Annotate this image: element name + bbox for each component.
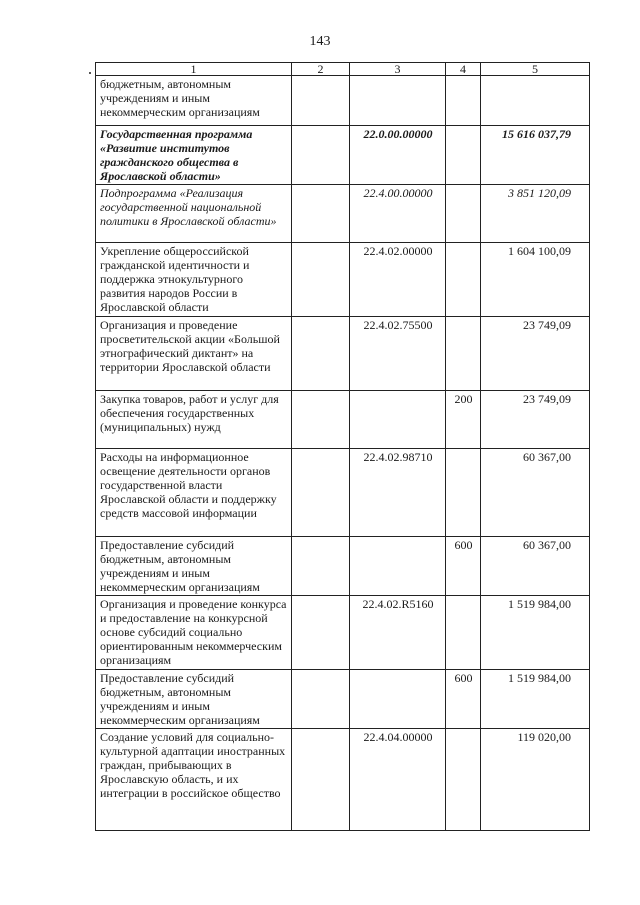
row-name: Предоставление субсидий бюджетным, автономным учреждениям и иным некоммерческим организациям: [96, 537, 292, 596]
row-code: 22.4.00.00000: [350, 185, 446, 243]
row-col2: [292, 729, 350, 831]
row-name: бюджетным, автономным учреждениям и иным некоммерческим организациям: [96, 76, 292, 126]
row-code: 22.4.02.00000: [350, 243, 446, 317]
row-amount: 3 851 120,09: [481, 185, 590, 243]
row-name: Закупка товаров, работ и услуг для обеспечения государственных (муниципальных) нужд: [96, 391, 292, 449]
row-type: [446, 317, 481, 391]
row-name: Организация и проведение просветительской акции «Большой этнографический диктант» на территории Ярославской области: [96, 317, 292, 391]
row-amount: 15 616 037,79: [481, 126, 590, 185]
row-col2: [292, 76, 350, 126]
table-row: [96, 537, 590, 596]
column-header-1: 1: [96, 63, 292, 76]
row-col2: [292, 449, 350, 537]
row-amount: 23 749,09: [481, 317, 590, 391]
row-name: Создание условий для социально-культурной адаптации иностранных граждан, прибывающих в Ярославскую область, и их интеграции в российское общество: [96, 729, 292, 831]
row-col2: [292, 243, 350, 317]
row-type: [446, 449, 481, 537]
budget-table: [95, 62, 590, 831]
row-type: [446, 729, 481, 831]
row-type: 200: [446, 391, 481, 449]
row-name: Расходы на информационное освещение деятельности органов государственной власти Ярославской области и поддержку средств массовой информации: [96, 449, 292, 537]
table-row: [96, 76, 590, 126]
table-header-row: [96, 63, 590, 76]
table-row: [96, 317, 590, 391]
row-amount: [481, 76, 590, 126]
row-amount: 23 749,09: [481, 391, 590, 449]
row-amount: 60 367,00: [481, 537, 590, 596]
row-code: 22.4.02.75500: [350, 317, 446, 391]
row-amount: 1 519 984,00: [481, 670, 590, 729]
row-code: 22.4.02.98710: [350, 449, 446, 537]
row-col2: [292, 670, 350, 729]
row-name: Подпрограмма «Реализация государственной национальной политики в Ярославской области»: [96, 185, 292, 243]
row-amount: 60 367,00: [481, 449, 590, 537]
table-row: [96, 185, 590, 243]
row-code: 22.0.00.00000: [350, 126, 446, 185]
row-type: 600: [446, 537, 481, 596]
row-code: [350, 670, 446, 729]
row-amount: 1 604 100,09: [481, 243, 590, 317]
table-row: [96, 449, 590, 537]
table-row: [96, 391, 590, 449]
row-code: [350, 76, 446, 126]
column-header-3: 3: [350, 63, 446, 76]
row-col2: [292, 317, 350, 391]
table-row: [96, 670, 590, 729]
row-col2: [292, 126, 350, 185]
row-col2: [292, 596, 350, 670]
row-name: Предоставление субсидий бюджетным, автономным учреждениям и иным некоммерческим организациям: [96, 670, 292, 729]
row-col2: [292, 537, 350, 596]
row-col2: [292, 185, 350, 243]
row-type: [446, 126, 481, 185]
column-header-2: 2: [292, 63, 350, 76]
row-amount: 1 519 984,00: [481, 596, 590, 670]
table-row: [96, 729, 590, 831]
table-row: [96, 243, 590, 317]
table-row: [96, 126, 590, 185]
row-type: 600: [446, 670, 481, 729]
row-type: [446, 76, 481, 126]
scan-speck: [89, 72, 91, 74]
row-type: [446, 596, 481, 670]
row-code: [350, 537, 446, 596]
row-name: Укрепление общероссийской гражданской идентичности и поддержка этнокультурного развития народов России в Ярославской области: [96, 243, 292, 317]
page-number: 143: [309, 34, 331, 49]
row-code: 22.4.02.R5160: [350, 596, 446, 670]
row-col2: [292, 391, 350, 449]
row-name: Государственная программа «Развитие институтов гражданского общества в Ярославской области»: [96, 126, 292, 185]
row-amount: 119 020,00: [481, 729, 590, 831]
column-header-4: 4: [446, 63, 481, 76]
column-header-5: 5: [481, 63, 590, 76]
row-type: [446, 185, 481, 243]
row-name: Организация и проведение конкурса и предоставление на конкурсной основе субсидий социально ориентированным некоммерческим организациям: [96, 596, 292, 670]
row-code: [350, 391, 446, 449]
table-row: [96, 596, 590, 670]
row-type: [446, 243, 481, 317]
row-code: 22.4.04.00000: [350, 729, 446, 831]
